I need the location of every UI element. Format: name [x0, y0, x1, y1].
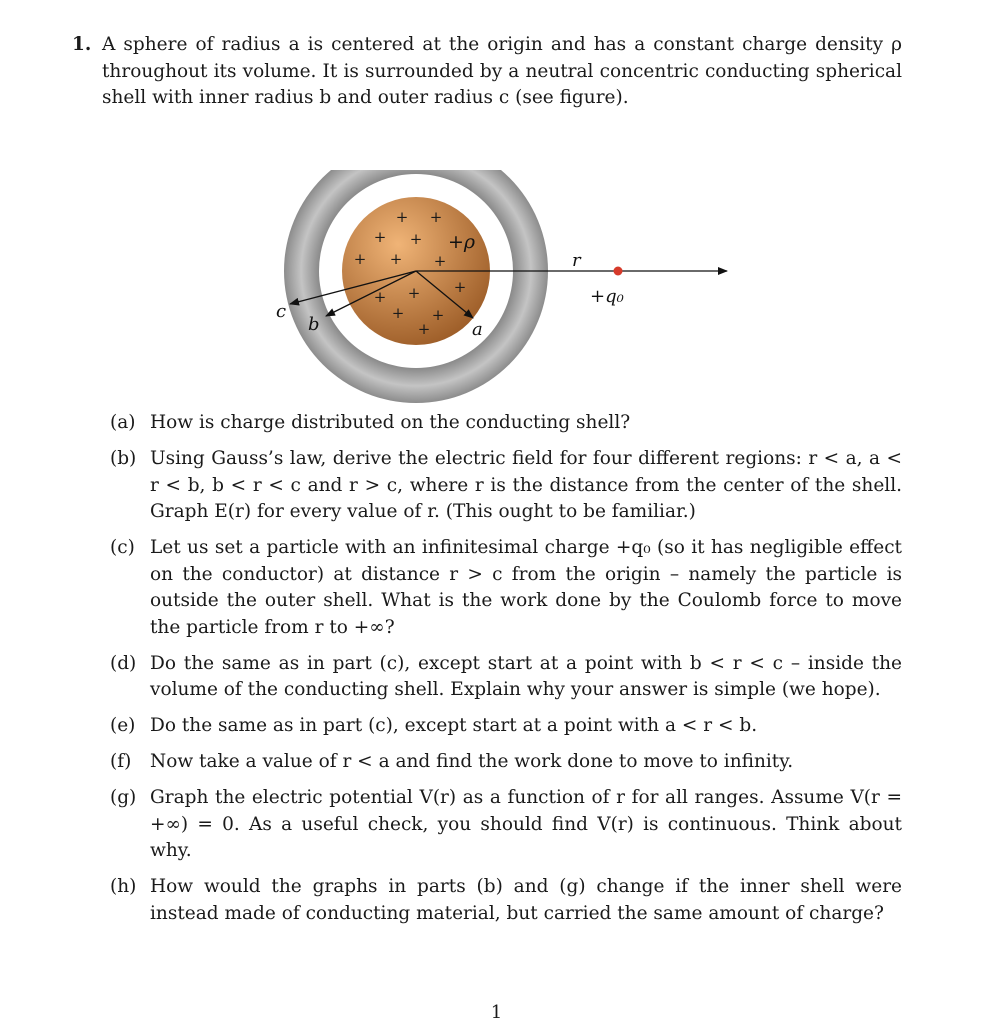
part-c — [110, 535, 902, 641]
label-a: a — [472, 319, 483, 340]
part-text: How would the graphs in parts (b) and (g) change if the inner shell were instead made of conducting material, but carried the same amount of charge? — [150, 876, 902, 924]
page-number: 1 — [490, 1002, 503, 1023]
plus-sign: + — [407, 284, 421, 302]
plus-sign: + — [389, 250, 403, 268]
part-text: Do the same as in part (c), except start at a point with b < r < c – inside the volume of the conducting shell. Explain why your answer is simple (we hope). — [150, 652, 902, 700]
part-text: Now take a value of r < a and find the work done to move to infinity. — [150, 751, 794, 772]
part-label: (e) — [110, 715, 136, 736]
problem-statement: A sphere of radius a is centered at the origin and has a constant charge density ρ throughout its volume. It is surrounded by a neutral concentric conducting spherical shell with inner radius b and outer radius c (see figure). — [102, 34, 902, 108]
problem-1 — [72, 32, 902, 112]
problem-number: 1. — [72, 34, 92, 55]
plus-sign: + — [373, 288, 387, 306]
part-text: Using Gauss’s law, derive the electric field for four different regions: r < a, a < r < b, b < r < c and r > c, where r is the distance from the center of the shell. Graph E(r) for every value of r. (This ought to be familiar.) — [150, 448, 902, 522]
plus-sign: + — [417, 320, 431, 338]
label-q0: +q₀ — [590, 286, 624, 307]
plus-sign: + — [395, 208, 409, 226]
part-g — [110, 785, 902, 865]
part-d — [110, 651, 902, 704]
figure — [250, 170, 750, 405]
plus-sign: + — [391, 304, 405, 322]
test-charge-dot — [614, 267, 623, 276]
part-text: Do the same as in part (c), except start at a point with a < r < b. — [150, 715, 758, 736]
part-label: (h) — [110, 876, 137, 897]
sub-questions — [110, 410, 902, 937]
part-a — [110, 410, 902, 437]
label-b: b — [308, 314, 320, 335]
part-h — [110, 874, 902, 927]
plus-sign: + — [409, 230, 423, 248]
part-label: (d) — [110, 652, 137, 674]
part-label: (a) — [110, 412, 136, 433]
plus-sign: + — [453, 278, 467, 296]
part-e — [110, 713, 902, 740]
part-text: Graph the electric potential V(r) as a function of r for all ranges. Assume V(r = +∞) = 0. As a useful check, you should find V(r) is continuous. Think about why. — [150, 787, 902, 861]
part-label: (b) — [110, 448, 137, 469]
part-text: Let us set a particle with an infinitesimal charge +q₀ (so it has negligible effect on the conductor) at distance r > c from the origin – namely the particle is outside the outer shell. What is the work done by the Coulomb force to move the particle from r to +∞? — [150, 537, 902, 638]
part-label: (f) — [110, 751, 132, 772]
plus-sign: + — [429, 208, 443, 226]
plus-sign: + — [431, 306, 445, 324]
plus-sign: + — [353, 250, 367, 268]
label-r: r — [572, 250, 581, 271]
plus-sign: + — [433, 252, 447, 270]
label-rho: +ρ — [448, 231, 476, 253]
label-c: c — [276, 301, 287, 322]
part-label: (g) — [110, 787, 137, 808]
part-label: (c) — [110, 537, 135, 558]
part-b — [110, 446, 902, 526]
plus-sign: + — [373, 228, 387, 246]
sphere-shell-diagram — [250, 170, 750, 405]
part-text: How is charge distributed on the conducting shell? — [150, 412, 631, 433]
part-f — [110, 749, 902, 776]
